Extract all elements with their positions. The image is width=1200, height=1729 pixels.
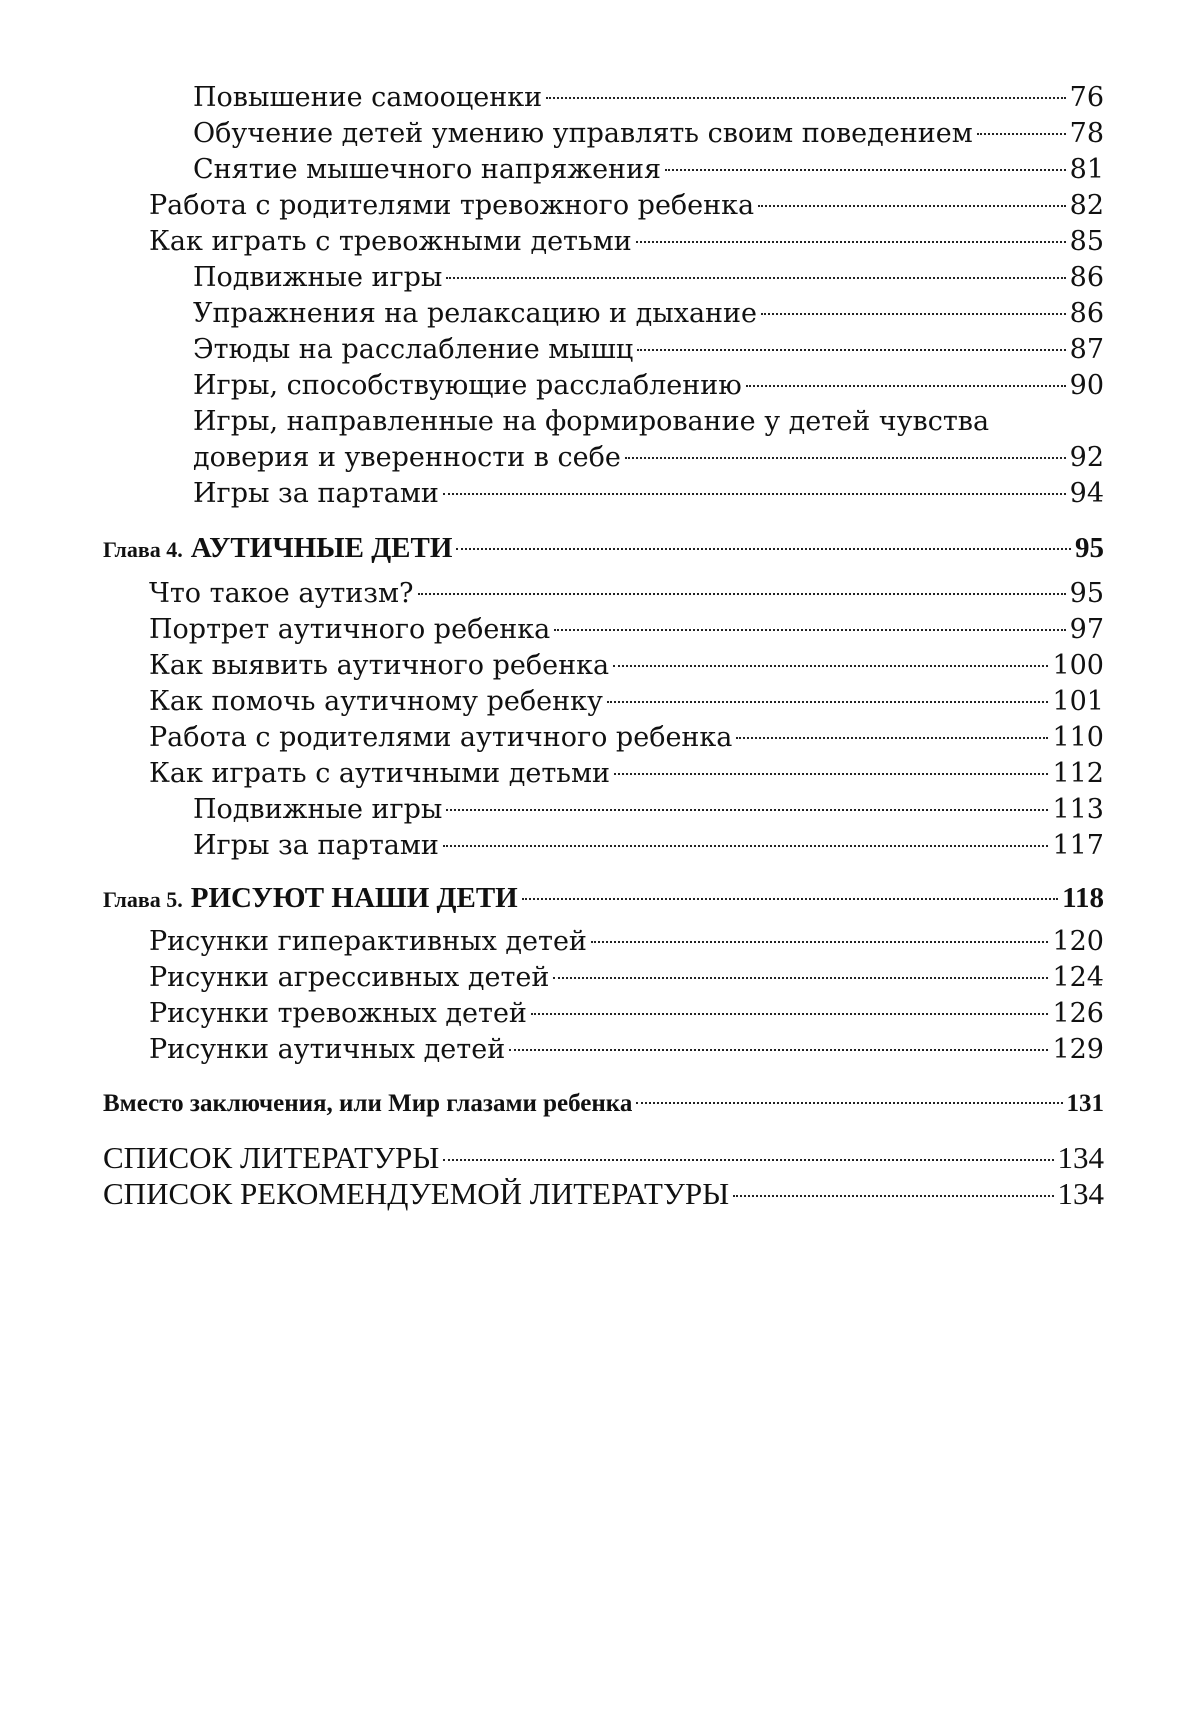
dot-leader xyxy=(625,457,1066,459)
toc-entry-title: Портрет аутичного ребенка xyxy=(149,614,551,645)
dot-leader xyxy=(531,1013,1049,1015)
toc-entry-title: Работа с родителями тревожного ребенка xyxy=(149,190,755,221)
toc-entry-title: Как помочь аутичному ребенку xyxy=(149,686,603,717)
chapter-prefix: Глава 4. xyxy=(103,537,183,562)
toc-entry-title: Повышение самооценки xyxy=(193,82,543,113)
dot-leader xyxy=(636,1102,1062,1104)
toc-entry-conclusion xyxy=(103,1086,1104,1122)
toc-entry-title: Вместо заключения, или Мир глазами ребенка xyxy=(103,1090,633,1117)
toc-entry-page: 117 xyxy=(1052,830,1104,861)
toc-entry xyxy=(149,648,1104,684)
dot-leader xyxy=(446,809,1048,811)
toc-entry-title: Снятие мышечного напряжения xyxy=(193,154,662,185)
toc-entry-page: 131 xyxy=(1066,1090,1104,1117)
toc-entry xyxy=(193,368,1104,404)
dot-leader xyxy=(546,97,1066,99)
dot-leader xyxy=(977,133,1066,135)
toc-entry-title: Рисунки тревожных детей xyxy=(149,998,527,1029)
toc-entry xyxy=(193,152,1104,188)
toc-entry-title: Что такое аутизм? xyxy=(149,578,414,609)
chapter-prefix: Глава 5. xyxy=(103,887,183,912)
toc-entry xyxy=(149,960,1104,996)
dot-leader xyxy=(613,665,1048,667)
toc-entry-title: Этюды на расслабление мышц xyxy=(193,334,634,365)
toc-entry-page: 134 xyxy=(1057,1176,1104,1211)
toc-entry-title: Игры за партами xyxy=(193,478,439,509)
dot-leader xyxy=(591,941,1049,943)
toc-entry xyxy=(193,332,1104,368)
toc-entry-page: 86 xyxy=(1069,298,1104,329)
toc-entry-page: 95 xyxy=(1075,532,1104,564)
dot-leader xyxy=(443,493,1066,495)
toc-entry xyxy=(149,996,1104,1032)
dot-leader xyxy=(733,1195,1053,1197)
toc-entry-page: 86 xyxy=(1069,262,1104,293)
toc-entry-title: Игры за партами xyxy=(193,830,439,861)
toc-entry-page: 81 xyxy=(1069,154,1104,185)
dot-leader xyxy=(761,313,1066,315)
toc-entry-page: 120 xyxy=(1052,926,1104,957)
toc-entry-page: 126 xyxy=(1052,998,1104,1029)
toc-entry xyxy=(149,756,1104,792)
toc-entry xyxy=(193,476,1104,512)
chapter-title: РИСУЮТ НАШИ ДЕТИ xyxy=(190,882,518,914)
toc-entry-title: Рисунки агрессивных детей xyxy=(149,962,550,993)
dot-leader xyxy=(758,205,1066,207)
toc-entry-page: 92 xyxy=(1069,442,1104,473)
toc-entry-title: СПИСОК РЕКОМЕНДУЕМОЙ ЛИТЕРАТУРЫ xyxy=(103,1176,730,1211)
dot-leader xyxy=(446,277,1065,279)
toc-entry-page: 112 xyxy=(1052,758,1104,789)
dot-leader xyxy=(443,845,1049,847)
toc-entry xyxy=(193,828,1104,864)
toc-entry-title: Игры, направленные на формирование у детей чувства xyxy=(193,406,990,437)
toc-entry-title: Подвижные игры xyxy=(193,794,443,825)
dot-leader xyxy=(509,1049,1048,1051)
toc-entry-title: Упражнения на релаксацию и дыхание xyxy=(193,298,758,329)
dot-leader xyxy=(665,169,1066,171)
toc-entry xyxy=(149,924,1104,960)
toc-entry-page: 101 xyxy=(1052,686,1104,717)
dot-leader xyxy=(554,629,1065,631)
toc-entry-page: 113 xyxy=(1052,794,1104,825)
toc-entry xyxy=(149,684,1104,720)
dot-leader xyxy=(736,737,1048,739)
toc-entry-bibliography xyxy=(103,1140,1104,1176)
toc-entry-title: Игры, способствующие расслаблению xyxy=(193,370,742,401)
toc-entry-recommended-bibliography xyxy=(103,1176,1104,1212)
toc-entry-title: Как играть с аутичными детьми xyxy=(149,758,610,789)
chapter-heading xyxy=(103,880,1104,918)
toc-entry-title: Как выявить аутичного ребенка xyxy=(149,650,610,681)
toc-entry-title: доверия и уверенности в себе xyxy=(193,442,621,473)
toc-entry xyxy=(149,224,1104,260)
toc-entry-title: СПИСОК ЛИТЕРАТУРЫ xyxy=(103,1140,440,1175)
toc-entry-title: Обучение детей умению управлять своим поведением xyxy=(193,118,973,149)
toc-entry-page: 76 xyxy=(1069,82,1104,113)
toc-entry xyxy=(149,188,1104,224)
toc-entry-title: Как играть с тревожными детьми xyxy=(149,226,632,257)
toc-entry-title: Подвижные игры xyxy=(193,262,443,293)
dot-leader xyxy=(418,593,1066,595)
dot-leader xyxy=(637,349,1065,351)
toc-entry-title: Работа с родителями аутичного ребенка xyxy=(149,722,733,753)
dot-leader xyxy=(636,241,1066,243)
toc-entry xyxy=(149,1032,1104,1068)
toc-entry-page: 97 xyxy=(1069,614,1104,645)
dot-leader xyxy=(607,701,1049,703)
dot-leader xyxy=(456,548,1071,550)
chapter-heading xyxy=(103,530,1104,568)
toc-entry xyxy=(149,612,1104,648)
toc-entry xyxy=(149,720,1104,756)
toc-entry-page: 110 xyxy=(1052,722,1104,753)
dot-leader xyxy=(746,385,1066,387)
toc-entry-title: Рисунки аутичных детей xyxy=(149,1034,506,1065)
toc-entry xyxy=(193,792,1104,828)
toc-entry-page: 134 xyxy=(1057,1140,1104,1175)
toc-entry-page: 87 xyxy=(1069,334,1104,365)
toc-entry xyxy=(193,116,1104,152)
toc-entry-page: 118 xyxy=(1062,882,1104,914)
toc-entry-page: 78 xyxy=(1069,118,1104,149)
toc-entry xyxy=(149,576,1104,612)
toc-entry xyxy=(193,296,1104,332)
toc-entry-page: 82 xyxy=(1069,190,1104,221)
toc-entry xyxy=(193,440,1104,476)
toc-entry xyxy=(193,80,1104,116)
chapter-title: АУТИЧНЫЕ ДЕТИ xyxy=(190,532,453,564)
toc-entry-page: 100 xyxy=(1052,650,1104,681)
toc-entry-page: 95 xyxy=(1069,578,1104,609)
toc-entry-page: 85 xyxy=(1069,226,1104,257)
toc-entry-page: 90 xyxy=(1069,370,1104,401)
toc-entry-page: 129 xyxy=(1052,1034,1104,1065)
dot-leader xyxy=(522,898,1058,900)
toc-entry-title: Рисунки гиперактивных детей xyxy=(149,926,587,957)
dot-leader xyxy=(443,1159,1053,1161)
toc-entry-page: 94 xyxy=(1069,478,1104,509)
toc-entry xyxy=(193,260,1104,296)
dot-leader xyxy=(553,977,1048,979)
dot-leader xyxy=(614,773,1048,775)
toc-entry-page: 124 xyxy=(1052,962,1104,993)
